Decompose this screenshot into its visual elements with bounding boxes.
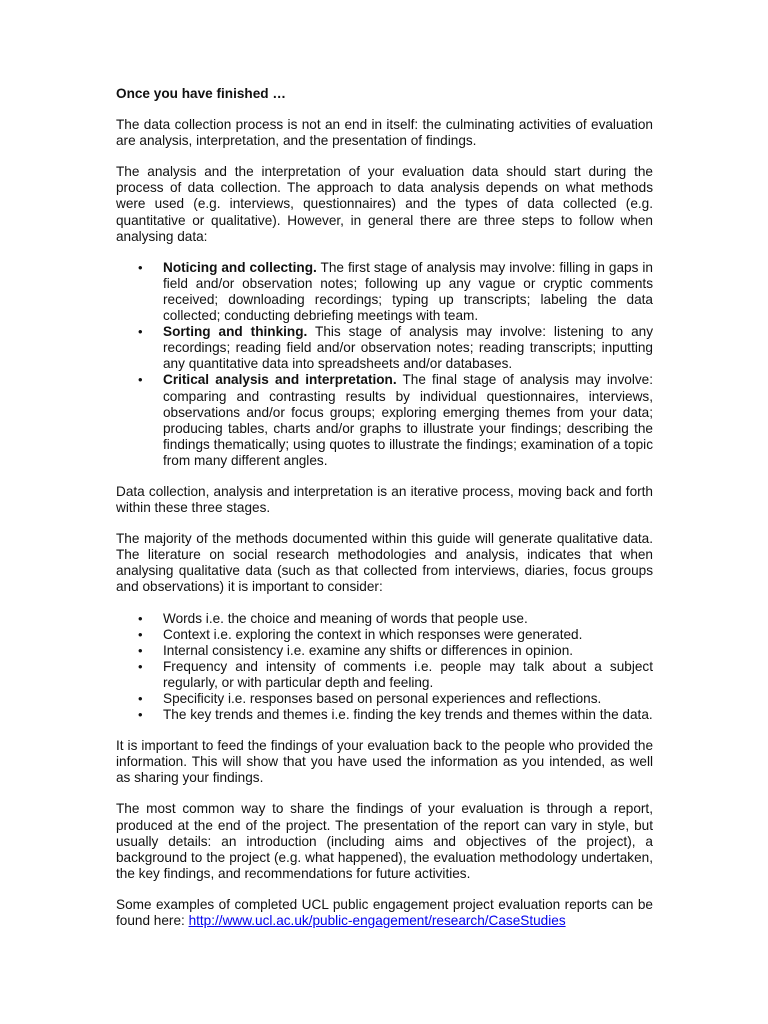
paragraph-qualitative: The majority of the methods documented within this guide will generate qualitative data. The literature on social research methodologies and analysis, indicates that when analysing qualitative data (such as that collected from interviews, diaries, focus groups and observations) it is important to consider: <box>116 531 653 595</box>
bullet-icon: • <box>138 259 143 275</box>
paragraph-report: The most common way to share the findings of your evaluation is through a report, produced at the end of the project. The presentation of the report can vary in style, but usually details: an introduction (including aims and objectives of the project), a background to the project (e.g. what happened), the evaluation methodology undertaken, the key findings, and recommendations for future activities. <box>116 801 653 881</box>
paragraph-iterative: Data collection, analysis and interpretation is an iterative process, moving back and forth within these three stages. <box>116 483 653 516</box>
list-item-consideration <box>116 611 653 627</box>
considerations-list <box>116 611 653 724</box>
consideration-text: Specificity i.e. responses based on personal experiences and reflections. <box>163 691 602 706</box>
list-item-stage <box>116 260 653 324</box>
list-item-consideration <box>116 659 653 691</box>
stage-term: Noticing and collecting. <box>163 259 317 275</box>
bullet-icon: • <box>138 372 143 388</box>
list-item-consideration <box>116 643 653 659</box>
stage-term: Sorting and thinking. <box>163 324 308 340</box>
stage-text: The final stage of analysis may involve: comparing and contrasting results by individual questionnaires, interviews, observations and/or focus groups; exploring emerging themes from your data; producing tables, charts and/or graphs to illustrate your findings; describing the findings thematically; using quotes to illustrate the findings; examination of a topic from many different angles. <box>163 372 653 468</box>
section-heading: Once you have finished … <box>116 86 286 101</box>
paragraph-analysis: The analysis and the interpretation of your evaluation data should start during the process of data collection. The approach to data analysis depends on what methods were used (e.g. interviews, questionnaires) and the types of data collected (e.g. quantitative or qualitative). However, in general there are three steps to follow when analysing data: <box>116 164 653 244</box>
paragraph-examples <box>116 897 653 929</box>
bullet-icon: • <box>138 610 143 626</box>
consideration-text: The key trends and themes i.e. finding the key trends and themes within the data. <box>163 707 653 723</box>
document-body <box>116 86 653 944</box>
paragraph-intro: The data collection process is not an end in itself: the culminating activities of evaluation are analysis, interpretation, and the presentation of findings. <box>116 117 653 149</box>
bullet-icon: • <box>138 626 143 642</box>
bullet-icon: • <box>138 691 143 706</box>
bullet-icon: • <box>138 642 143 658</box>
bullet-icon: • <box>138 707 143 723</box>
analysis-stages-list <box>116 260 653 469</box>
stage-text: This stage of analysis may involve: listening to any recordings; reading field and/or observation notes; reading transcripts; inputting any quantitative data into spreadsheets and/or databases. <box>163 324 653 372</box>
list-item-consideration <box>116 707 653 723</box>
list-item-consideration <box>116 691 653 707</box>
consideration-text: Frequency and intensity of comments i.e. people may talk about a subject regularly, or with particular depth and feeling. <box>163 658 653 690</box>
list-item-stage <box>116 372 653 469</box>
case-studies-link[interactable]: http://www.ucl.ac.uk/public-engagement/research/CaseStudies <box>188 913 566 929</box>
bullet-icon: • <box>138 658 143 674</box>
list-item-stage <box>116 324 653 372</box>
consideration-text: Words i.e. the choice and meaning of words that people use. <box>163 610 528 626</box>
list-item-consideration <box>116 627 653 643</box>
bullet-icon: • <box>138 324 143 340</box>
stage-term: Critical analysis and interpretation. <box>163 372 397 388</box>
examples-text: Some examples of completed UCL public engagement project evaluation reports can be found here: <box>116 896 653 929</box>
paragraph-feedback: It is important to feed the findings of your evaluation back to the people who provided the information. This will show that you have used the information as you intended, as well as sharing your findings. <box>116 738 653 786</box>
consideration-text: Context i.e. exploring the context in which responses were generated. <box>163 626 583 642</box>
consideration-text: Internal consistency i.e. examine any shifts or differences in opinion. <box>163 642 574 658</box>
stage-text: The first stage of analysis may involve: filling in gaps in field and/or observation notes; following up any vague or cryptic comments received; downloading recordings; typing up transcripts; labeling the data collected; conducting debriefing meetings with team. <box>163 259 653 324</box>
